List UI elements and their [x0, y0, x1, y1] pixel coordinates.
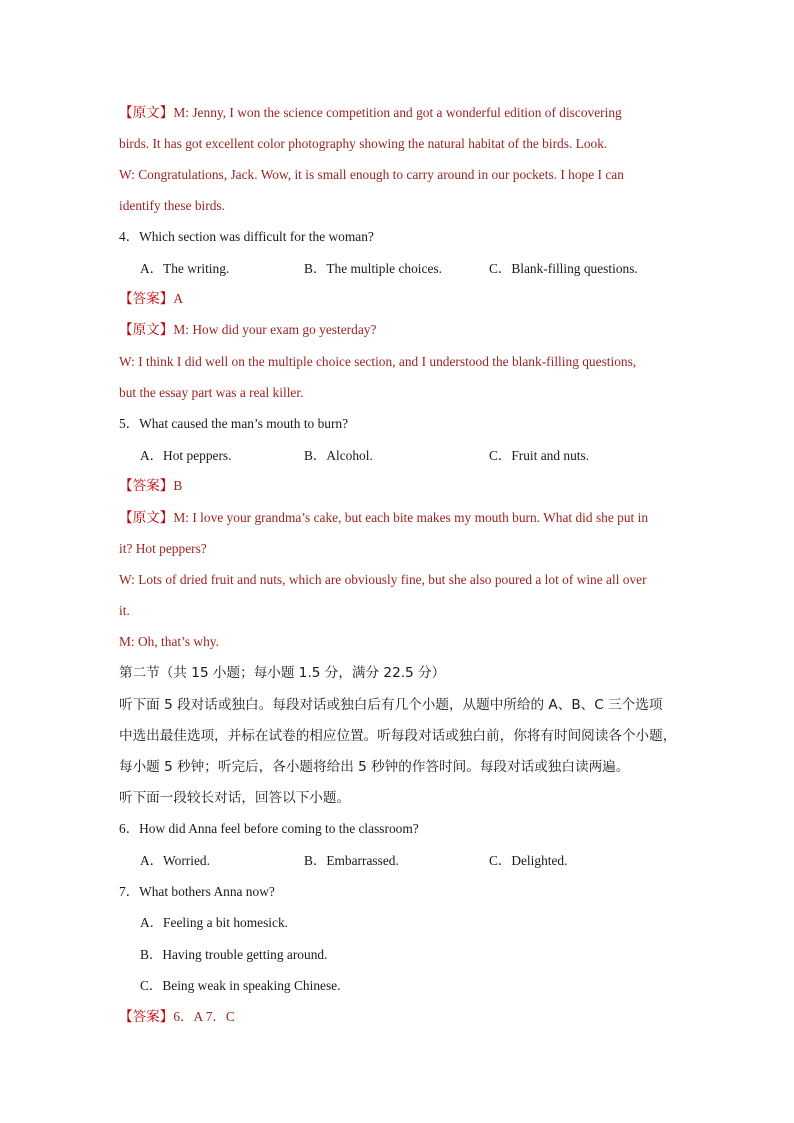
transcript-line: identify these birds. [119, 198, 225, 213]
option-a: A．Feeling a bit homesick. [140, 915, 289, 930]
transcript-line: but the essay part was a real killer. [119, 385, 304, 400]
question-4: 4．Which section was difficult for the woman? [119, 229, 374, 244]
transcript-tag: 【原文】 [119, 510, 174, 526]
option-b: B．Alcohol. [304, 448, 373, 463]
option-c: C．Blank-filling questions. [489, 261, 638, 276]
transcript-line: it. [119, 603, 130, 618]
answer-text: A [173, 291, 184, 306]
answer-line [119, 477, 182, 495]
instruction-line: 中选出最佳选项，并标在试卷的相应位置。听每段对话或独白前，你将有时间阅读各个小题， [119, 728, 677, 744]
transcript-line [119, 321, 376, 339]
transcript-line: W: Congratulations, Jack. Wow, it is small enough to carry around in our pockets. I hope I can [119, 167, 624, 182]
section-heading: 第二节（共 15 小题；每小题 1.5 分，满分 22.5 分） [119, 665, 446, 681]
transcript-tag: 【原文】 [119, 322, 174, 338]
answer-text: 6．A 7．C [173, 1009, 235, 1024]
transcript-text: M: Jenny, I won the science competition and got a wonderful edition of discovering [173, 105, 622, 120]
transcript-line [119, 509, 648, 527]
answer-text: B [173, 478, 183, 493]
answer-tag: 【答案】 [119, 291, 174, 307]
option-c: C．Fruit and nuts. [489, 448, 590, 463]
transcript-line: W: Lots of dried fruit and nuts, which are obviously fine, but she also poured a lot of wine all over [119, 572, 647, 587]
option-b: B．The multiple choices. [304, 261, 442, 276]
question-6: 6．How did Anna feel before coming to the classroom? [119, 821, 419, 836]
transcript-tag: 【原文】 [119, 105, 174, 121]
answer-tag: 【答案】 [119, 1009, 174, 1025]
transcript-line [119, 104, 622, 122]
option-c: C．Being weak in speaking Chinese. [140, 978, 341, 993]
option-c: C．Delighted. [489, 853, 568, 868]
option-b: B．Having trouble getting around. [140, 947, 328, 962]
instruction-line: 听下面 5 段对话或独白。每段对话或独白后有几个小题，从题中所给的 A、B、C 三个选项 [119, 697, 663, 713]
answer-line [119, 1008, 235, 1026]
transcript-line: W: I think I did well on the multiple choice section, and I understood the blank-filling questions, [119, 354, 637, 369]
option-a: A．Hot peppers. [140, 448, 232, 463]
transcript-line: M: Oh, that’s why. [119, 634, 219, 649]
transcript-text: M: How did your exam go yesterday? [173, 322, 377, 337]
instruction-line: 每小题 5 秒钟；听完后，各小题将给出 5 秒钟的作答时间。每段对话或独白读两遍。 [119, 759, 630, 775]
instruction-line: 听下面一段较长对话，回答以下小题。 [119, 790, 351, 806]
option-a: A．Worried. [140, 853, 210, 868]
question-5: 5．What caused the man’s mouth to burn? [119, 416, 349, 431]
transcript-line: birds. It has got excellent color photography showing the natural habitat of the birds. Look. [119, 136, 608, 151]
answer-tag: 【答案】 [119, 478, 174, 494]
transcript-line: it? Hot peppers? [119, 541, 207, 556]
option-b: B．Embarrassed. [304, 853, 399, 868]
question-7: 7．What bothers Anna now? [119, 884, 275, 899]
option-a: A．The writing. [140, 261, 230, 276]
transcript-text: M: I love your grandma’s cake, but each bite makes my mouth burn. What did she put in [173, 510, 649, 525]
answer-line [119, 290, 183, 308]
